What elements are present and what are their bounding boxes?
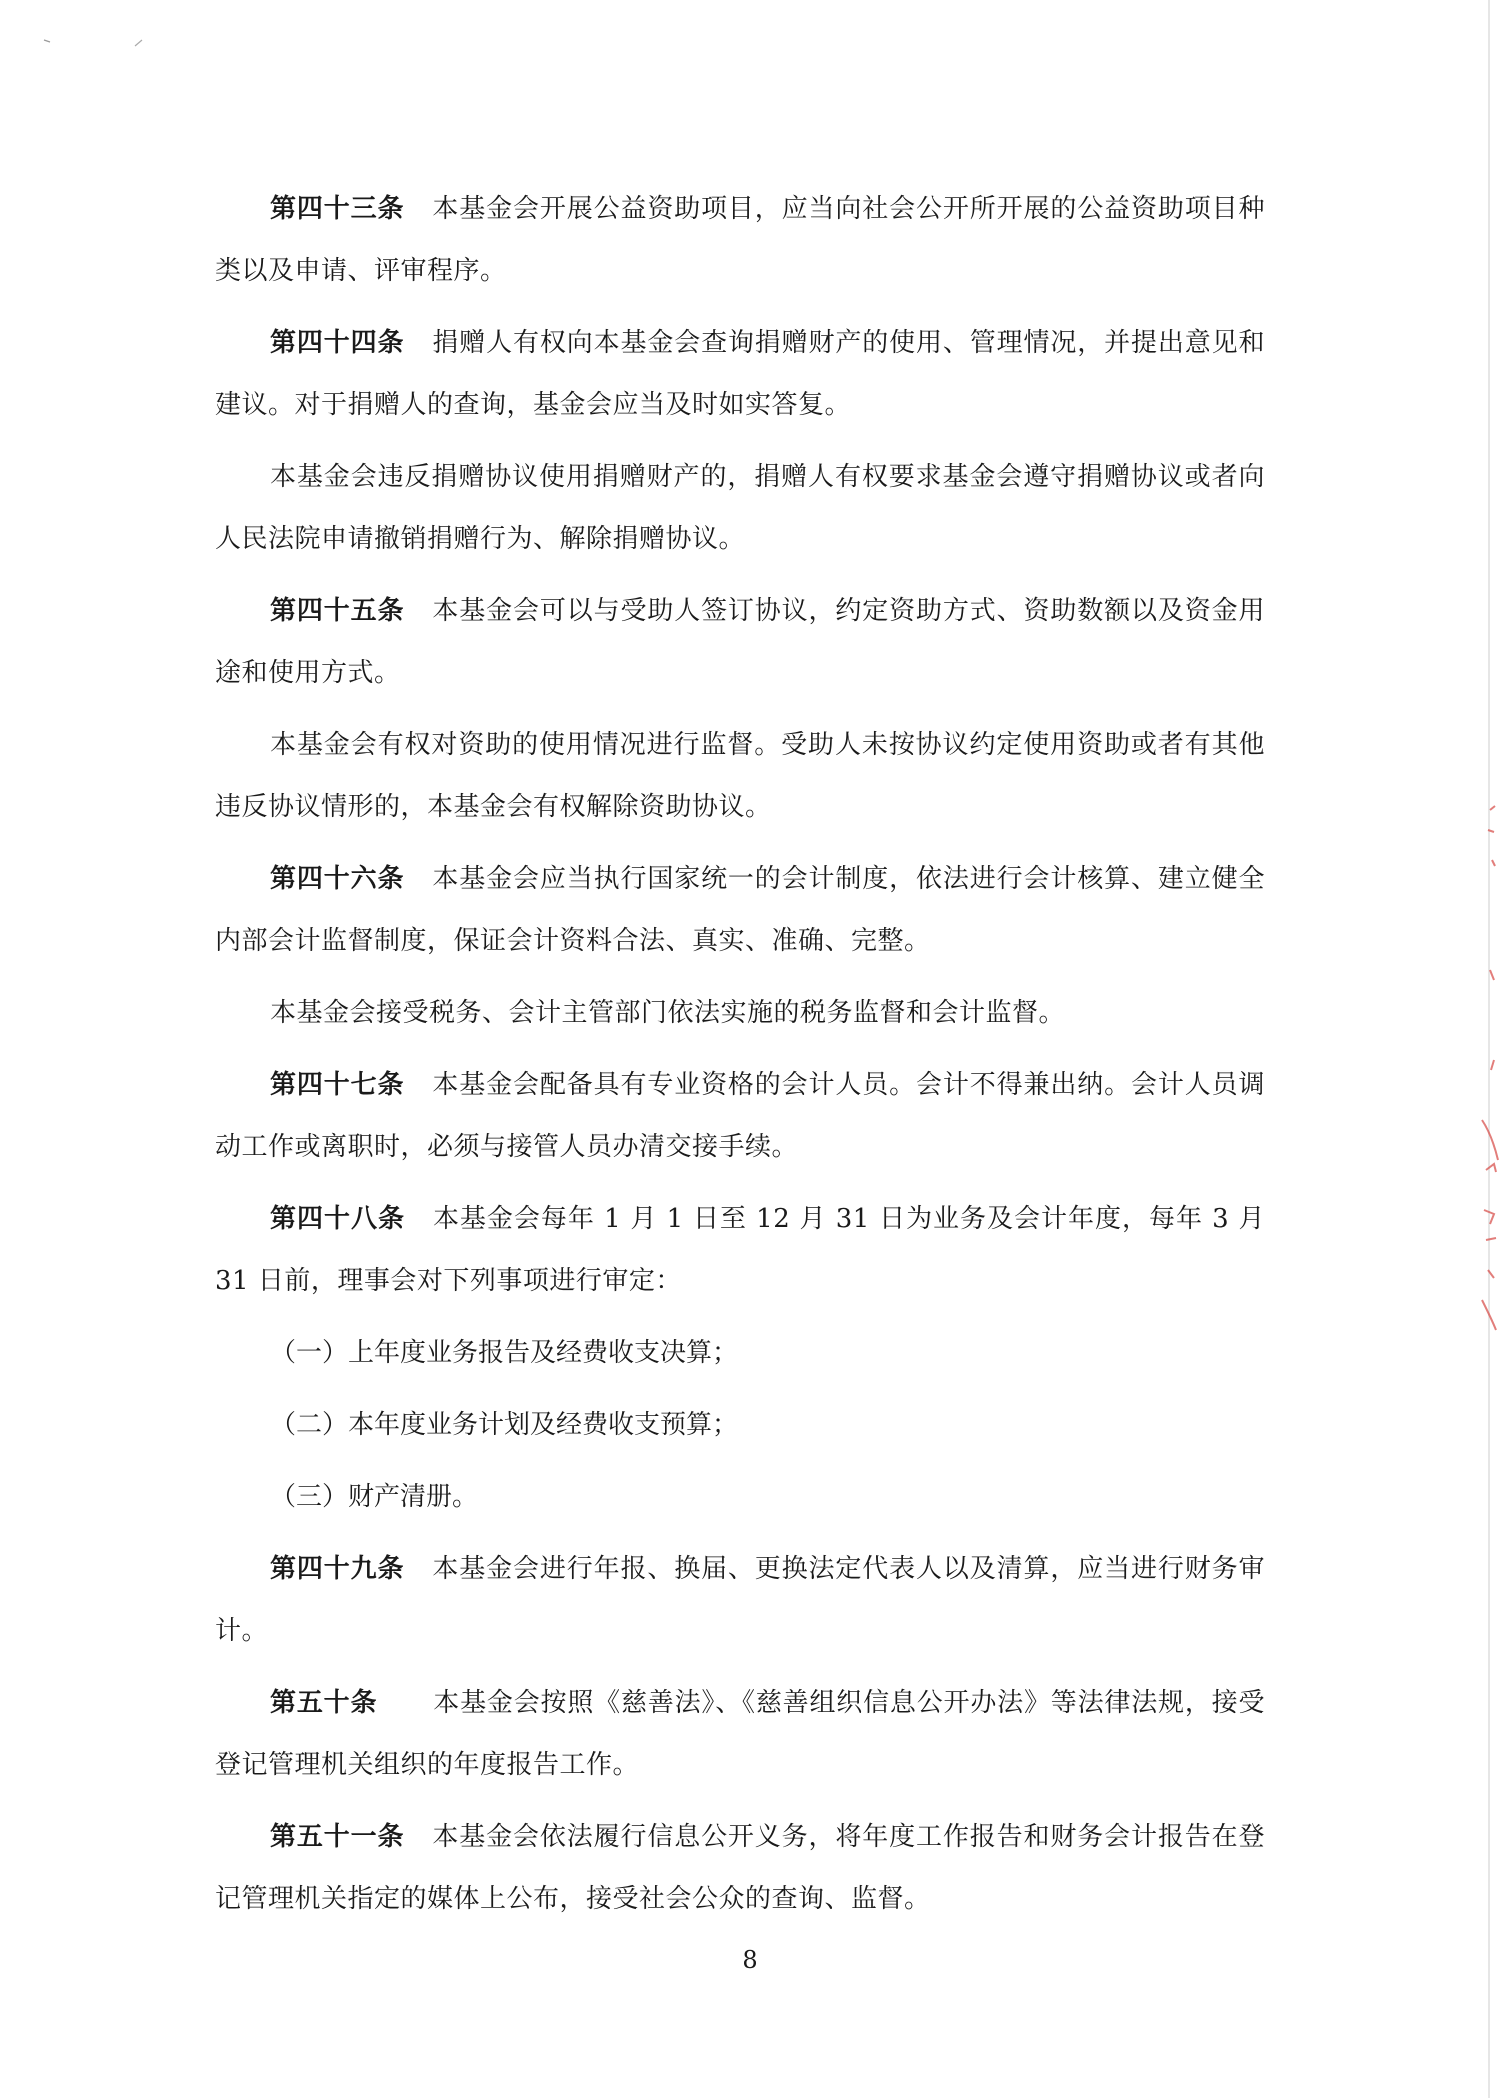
article-label: 第四十三条 xyxy=(270,194,405,224)
article-label: 第四十九条 xyxy=(270,1554,405,1584)
article-text: 本基金会应当执行国家统一的会计制度，依法进行会计核算、建立健全内部会计监督制度，保证会计资料合法、真实、准确、完整。 xyxy=(215,864,1265,956)
document-body xyxy=(215,178,1265,1940)
article-text: 本基金会开展公益资助项目，应当向社会公开所开展的公益资助项目种类以及申请、评审程序。 xyxy=(215,194,1265,286)
article-label: 第四十七条 xyxy=(270,1070,405,1100)
article-45 xyxy=(215,580,1265,704)
article-label: 第四十五条 xyxy=(270,596,405,626)
article-46 xyxy=(215,848,1265,972)
article-50 xyxy=(215,1672,1265,1796)
article-text: 本基金会接受税务、会计主管部门依法实施的税务监督和会计监督。 xyxy=(270,998,1066,1028)
article-text: 捐赠人有权向本基金会查询捐赠财产的使用、管理情况，并提出意见和建议。对于捐赠人的查询，基金会应当及时如实答复。 xyxy=(215,328,1265,420)
list-item: （三）财产清册。 xyxy=(270,1482,479,1512)
article-45-paragraph-2 xyxy=(215,714,1265,838)
article-44 xyxy=(215,312,1265,436)
list-item: （一）上年度业务报告及经费收支决算； xyxy=(270,1338,739,1368)
article-51 xyxy=(215,1806,1265,1930)
partial-seal-stamp xyxy=(1460,800,1500,1340)
article-text: 本基金会有权对资助的使用情况进行监督。受助人未按协议约定使用资助或者有其他违反协议情形的，本基金会有权解除资助协议。 xyxy=(215,730,1265,822)
list-item: （二）本年度业务计划及经费收支预算； xyxy=(270,1410,739,1440)
article-label: 第五十一条 xyxy=(270,1822,405,1852)
article-text: 本基金会按照《慈善法》、《慈善组织信息公开办法》等法律法规，接受登记管理机关组织的年度报告工作。 xyxy=(215,1688,1265,1780)
article-text: 本基金会可以与受助人签订协议，约定资助方式、资助数额以及资金用途和使用方式。 xyxy=(215,596,1265,688)
article-46-paragraph-2 xyxy=(215,982,1265,1044)
article-text: 本基金会依法履行信息公开义务，将年度工作报告和财务会计报告在登记管理机关指定的媒体上公布，接受社会公众的查询、监督。 xyxy=(215,1822,1265,1914)
article-label: 第五十条 xyxy=(270,1688,378,1718)
article-label: 第四十四条 xyxy=(270,328,405,358)
article-text: 本基金会进行年报、换届、更换法定代表人以及清算，应当进行财务审计。 xyxy=(215,1554,1265,1646)
article-44-paragraph-2 xyxy=(215,446,1265,570)
article-49 xyxy=(215,1538,1265,1662)
page-number: 8 xyxy=(742,1946,758,1974)
scan-artifact-marks xyxy=(40,32,150,52)
article-43 xyxy=(215,178,1265,302)
article-text: 本基金会违反捐赠协议使用捐赠财产的，捐赠人有权要求基金会遵守捐赠协议或者向人民法院申请撤销捐赠行为、解除捐赠协议。 xyxy=(215,462,1265,554)
article-text: 本基金会每年 1 月 1 日至 12 月 31 日为业务及会计年度，每年 3 月 31 日前，理事会对下列事项进行审定： xyxy=(215,1204,1265,1296)
article-47 xyxy=(215,1054,1265,1178)
article-text: 本基金会配备具有专业资格的会计人员。会计不得兼出纳。会计人员调动工作或离职时，必须与接管人员办清交接手续。 xyxy=(215,1070,1265,1162)
article-48 xyxy=(215,1188,1265,1312)
article-label: 第四十六条 xyxy=(270,864,405,894)
article-label: 第四十八条 xyxy=(270,1204,405,1234)
